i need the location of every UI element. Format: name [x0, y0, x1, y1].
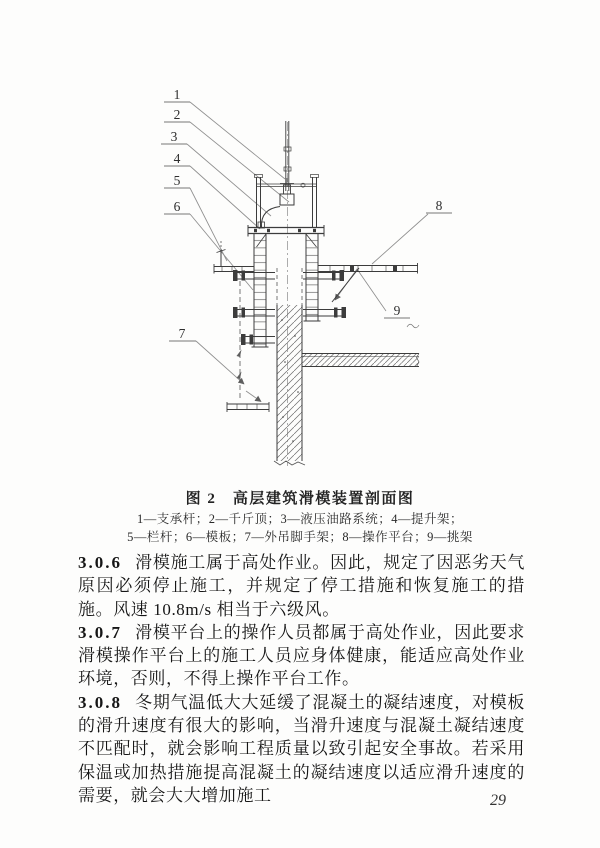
body-text	[78, 551, 525, 807]
clause-number: 3.0.8	[78, 692, 122, 712]
beam-bolts	[254, 229, 316, 232]
clause-3-0-8	[78, 691, 525, 807]
clause-number: 3.0.6	[78, 553, 122, 572]
figure-legend-line2: 5—栏杆；6—模板；7—外吊脚手架；8—操作平台；9—挑架	[127, 530, 473, 544]
figure-label-3: 3	[170, 129, 178, 144]
concrete-wall	[274, 268, 305, 465]
clause-3-0-6	[78, 551, 525, 621]
hydraulic-jack	[280, 178, 294, 205]
floor-slab	[302, 354, 419, 367]
figure-legend-line1: 1—支承杆；2—千斤顶；3—液压油路系统；4—提升架；	[136, 512, 463, 526]
figure-label-9: 9	[393, 303, 401, 318]
break-mark	[407, 324, 419, 328]
railing-post	[217, 241, 226, 267]
figure-label-5: 5	[173, 173, 181, 188]
clause-text: 滑模平台上的操作人员都属于高处作业，因此要求滑模操作平台上的施工人员应身体健康，能适应高处作业环境，否则，不得上操作平台工作。	[78, 622, 525, 689]
figure-label-6: 6	[173, 199, 181, 214]
figure-label-7: 7	[178, 326, 186, 341]
figure-label-8: 8	[435, 198, 443, 213]
cantilever-bracket	[332, 268, 359, 302]
clause-3-0-7	[78, 621, 525, 691]
clause-text: 滑模施工属于高处作业。因此，规定了因恶劣天气原因必须停止施工，并规定了停工措施和恢复施工的措施。风速 10.8m/s 相当于六级风。	[78, 553, 525, 619]
page-number: 29	[490, 792, 506, 809]
figure-caption: 图 2 高层建筑滑模装置剖面图	[185, 491, 415, 507]
figure-label-2: 2	[173, 107, 181, 122]
clause-number: 3.0.7	[78, 622, 122, 642]
clause-text: 冬期气温低大大延缓了混凝土的凝结速度，对模板的滑升速度有很大的影响，当滑升速度与混凝土凝结速度不匹配时，就会影响工程质量以致引起安全事故。若采用保温或加热措施提高混凝土的凝结速度以适应滑升速度的需要，就会大大增加施工	[78, 692, 525, 805]
figure-label-1: 1	[173, 87, 181, 102]
figure-label-4: 4	[173, 151, 181, 166]
hydraulic-hose	[258, 207, 280, 229]
